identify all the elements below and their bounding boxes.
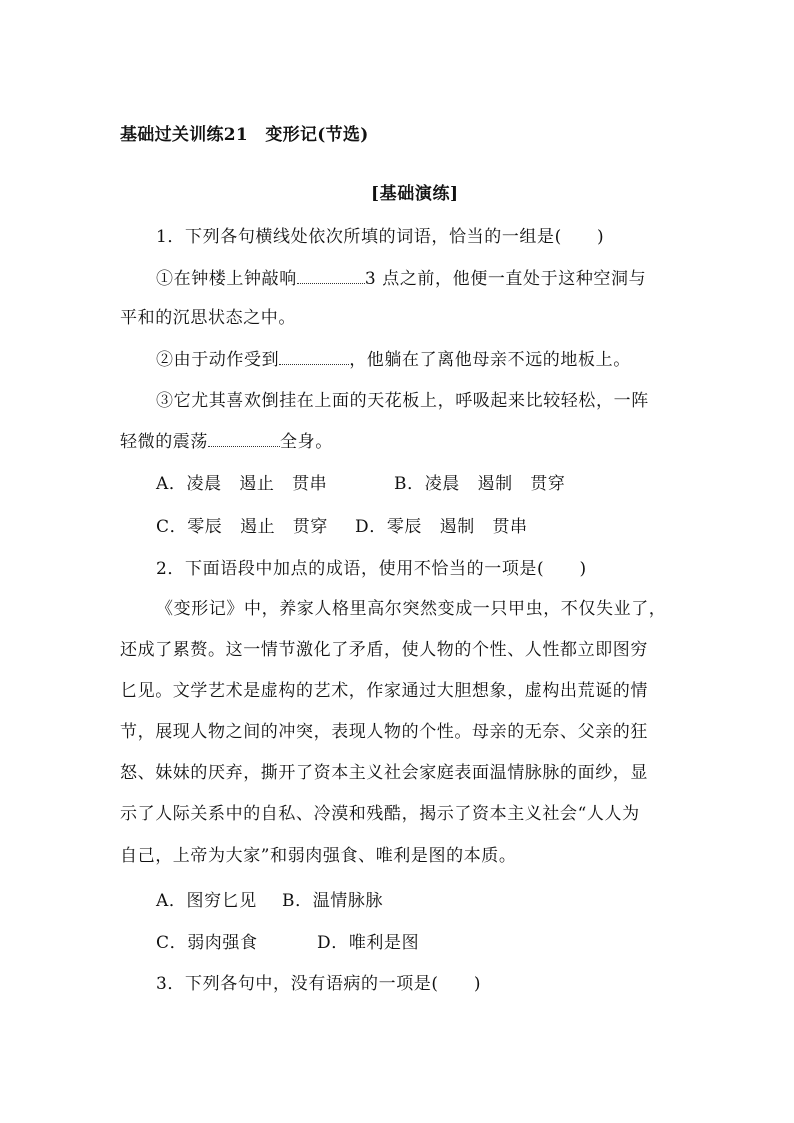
- fill-blank-3: [208, 430, 280, 447]
- question-2-passage-line-4: 节，展现人物之间的冲突，表现人物的个性。母亲的无奈、父亲的狂: [120, 722, 648, 742]
- fill-blank-2: [279, 348, 349, 365]
- sentence-2-part-a: ②由于动作受到: [156, 350, 280, 370]
- sentence-1-part-a: ①在钟楼上钟敲响: [156, 269, 297, 289]
- sentence-2-part-b: ，他躺在了离他母亲不远的地板上。: [349, 350, 631, 370]
- question-1-option-a: A．凌晨 遏止 贯串: [156, 474, 328, 494]
- sentence-3-part-c: 全身。: [280, 432, 333, 452]
- question-2-passage-line-1: 《变形记》中，养家人格里高尔突然变成一只甲虫，不仅失业了，: [156, 599, 667, 619]
- page-title: 基础过关训练21 变形记(节选): [120, 125, 369, 145]
- question-1-stem: 1．下列各句横线处依次所填的词语，恰当的一组是( ): [156, 227, 605, 247]
- section-heading: [基础演练]: [371, 184, 459, 204]
- question-2-passage-line-7: 自己，上帝为大家”和弱肉强食、唯利是图的本质。: [120, 846, 517, 866]
- fill-blank-1: [297, 267, 365, 284]
- question-1-option-d: D．零辰 遏制 贯串: [355, 517, 528, 537]
- question-2-passage-line-2: 还成了累赘。这一情节激化了矛盾，使人物的个性、人性都立即图穷: [120, 640, 648, 660]
- sentence-3-part-b: 轻微的震荡: [120, 432, 208, 452]
- question-2-option-d: D．唯利是图: [317, 933, 420, 953]
- question-2-passage-line-6: 示了人际关系中的自私、冷漠和残酷，揭示了资本主义社会“人人为: [120, 804, 640, 824]
- question-2-option-c: C．弱肉强食: [156, 933, 258, 953]
- question-2-stem: 2．下面语段中加点的成语，使用不恰当的一项是( ): [156, 559, 587, 579]
- question-1-sentence-3: ③它尤其喜欢倒挂在上面的天花板上，呼吸起来比较轻松，一阵: [156, 391, 649, 411]
- question-3-stem: 3．下列各句中，没有语病的一项是( ): [156, 974, 482, 994]
- question-1-option-c: C．零辰 遏止 贯穿: [156, 517, 329, 537]
- question-2-option-a: A．图穷匕见: [156, 891, 257, 911]
- question-1-sentence-3-cont: [120, 430, 333, 453]
- question-2-passage-line-5: 怒、妹妹的厌弃，撕开了资本主义社会家庭表面温情脉脉的面纱，显: [120, 763, 648, 783]
- question-1-option-b: B．凌晨 遏制 贯穿: [394, 474, 566, 494]
- question-2-passage-line-3: 匕见。文学艺术是虚构的艺术，作家通过大胆想象，虚构出荒诞的情: [120, 681, 648, 701]
- question-1-sentence-1-cont: 平和的沉思状态之中。: [120, 308, 296, 328]
- question-1-sentence-1: [156, 267, 646, 290]
- question-1-sentence-2: [156, 348, 631, 371]
- sentence-1-part-b: 3 点之前，他便一直处于这种空洞与: [364, 269, 647, 289]
- question-2-option-b: B．温情脉脉: [282, 891, 384, 911]
